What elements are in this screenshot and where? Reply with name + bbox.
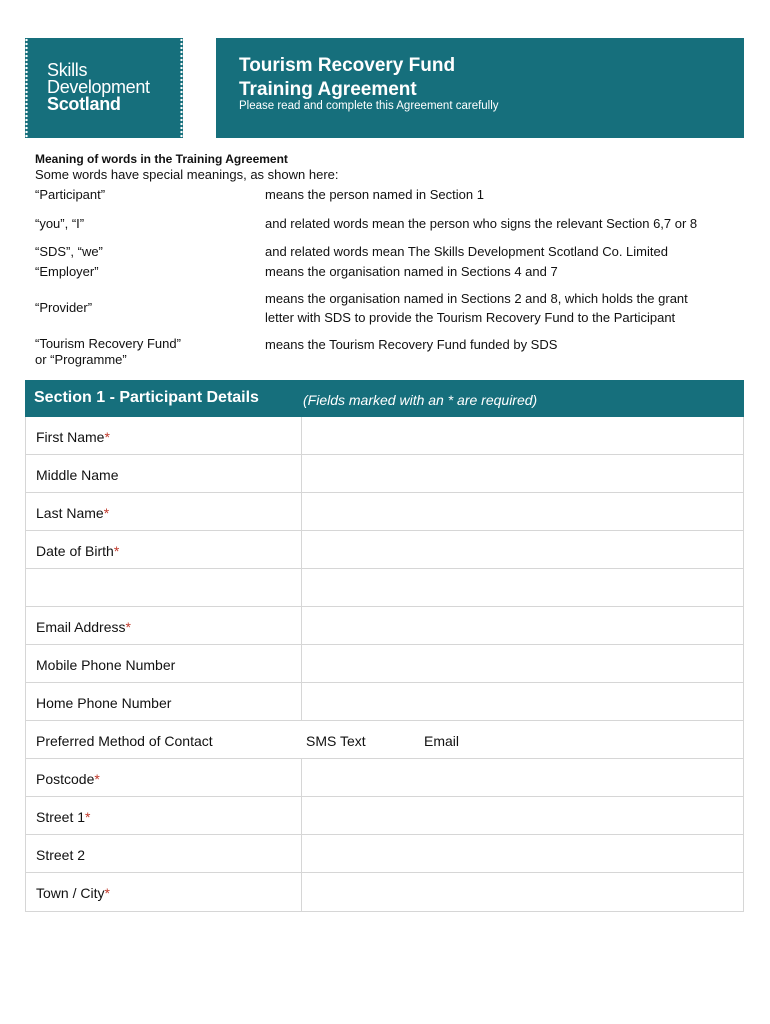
field-row-postcode <box>26 759 743 797</box>
section-title: Section 1 - Participant Details <box>34 389 259 406</box>
date-of-birth-input[interactable] <box>301 531 743 568</box>
definition-meaning: means the person named in Section 1 <box>265 187 484 202</box>
field-label: First Name* <box>36 429 110 445</box>
field-label: Street 1* <box>36 809 91 825</box>
required-note: (Fields marked with an * are required) <box>303 392 538 408</box>
contact-method-options <box>301 721 743 758</box>
definitions-intro: Some words have special meanings, as shown here: <box>35 167 339 182</box>
logo-line-scotland: Scotland <box>47 94 121 114</box>
required-marker: * <box>85 809 91 825</box>
participant-details-form <box>25 417 744 912</box>
field-label: Street 2 <box>36 847 86 863</box>
field-row-date-of-birth <box>26 531 743 569</box>
field-row-first-name <box>26 417 743 455</box>
field-label: Town / City* <box>36 885 110 901</box>
sds-logo <box>25 38 183 138</box>
definition-meaning <box>265 289 745 327</box>
title-banner <box>216 38 744 138</box>
option-email[interactable]: Email <box>424 733 460 749</box>
definition-meaning: means the organisation named in Sections 4 and 7 <box>265 264 558 279</box>
email-input[interactable] <box>301 607 743 644</box>
definition-meaning: means the Tourism Recovery Fund funded by SDS <box>265 337 558 352</box>
field-row-home-phone <box>26 683 743 721</box>
field-label: Email Address* <box>36 619 131 635</box>
definition-term-line: “Tourism Recovery Fund” <box>35 336 181 351</box>
field-row-contact-method <box>26 721 743 759</box>
field-label: Preferred Method of Contact <box>36 733 213 749</box>
logo-line-skills: Skills <box>47 60 88 80</box>
definition-term <box>35 336 181 368</box>
blank-input[interactable] <box>301 569 743 606</box>
definition-term: “SDS”, “we” <box>35 244 103 259</box>
option-sms-text[interactable]: SMS Text <box>306 733 366 749</box>
required-marker: * <box>103 505 110 521</box>
field-label: Mobile Phone Number <box>36 657 176 673</box>
definition-term: “Employer” <box>35 264 99 279</box>
required-marker: * <box>104 885 110 901</box>
definition-term: “Provider” <box>35 300 93 315</box>
definition-term-line: or “Programme” <box>35 352 127 367</box>
field-label: Postcode* <box>36 771 100 787</box>
field-row-middle-name <box>26 455 743 493</box>
field-row-town-city <box>26 873 743 911</box>
first-name-input[interactable] <box>301 417 743 454</box>
definition-meaning: and related words mean the person who signs the relevant Section 6,7 or 8 <box>265 216 698 231</box>
banner-title: Tourism Recovery Fund <box>239 55 456 76</box>
field-row-mobile-phone <box>26 645 743 683</box>
logo-text <box>47 62 150 113</box>
last-name-input[interactable] <box>301 493 743 530</box>
definitions-heading: Meaning of words in the Training Agreement <box>35 152 288 166</box>
required-marker: * <box>113 543 120 559</box>
required-marker: * <box>104 429 110 445</box>
definition-meaning-line: means the organisation named in Sections 2 and 8, which holds the grant <box>265 291 688 306</box>
field-row-last-name <box>26 493 743 531</box>
field-label: Middle Name <box>36 467 119 483</box>
section-1-header <box>25 380 744 417</box>
mobile-phone-input[interactable] <box>301 645 743 682</box>
field-label: Date of Birth* <box>36 543 120 559</box>
field-row-blank <box>26 569 743 607</box>
middle-name-input[interactable] <box>301 455 743 492</box>
definition-meaning-line: letter with SDS to provide the Tourism Recovery Fund to the Participant <box>265 310 676 325</box>
field-row-street-2 <box>26 835 743 873</box>
field-label: Home Phone Number <box>36 695 172 711</box>
logo-line-development: Development <box>47 77 150 97</box>
field-label: Last Name* <box>36 505 110 521</box>
postcode-input[interactable] <box>301 759 743 796</box>
definition-term: “you”, “I” <box>35 216 85 231</box>
required-marker: * <box>94 771 100 787</box>
field-row-email <box>26 607 743 645</box>
banner-subtitle: Please read and complete this Agreement carefully <box>239 100 499 112</box>
definition-term: “Participant” <box>35 187 106 202</box>
street-1-input[interactable] <box>301 797 743 834</box>
town-city-input[interactable] <box>301 873 743 911</box>
banner-title-2: Training Agreement <box>239 79 417 100</box>
required-marker: * <box>125 619 131 635</box>
field-row-street-1 <box>26 797 743 835</box>
home-phone-input[interactable] <box>301 683 743 720</box>
definition-meaning: and related words mean The Skills Development Scotland Co. Limited <box>265 244 668 259</box>
street-2-input[interactable] <box>301 835 743 872</box>
